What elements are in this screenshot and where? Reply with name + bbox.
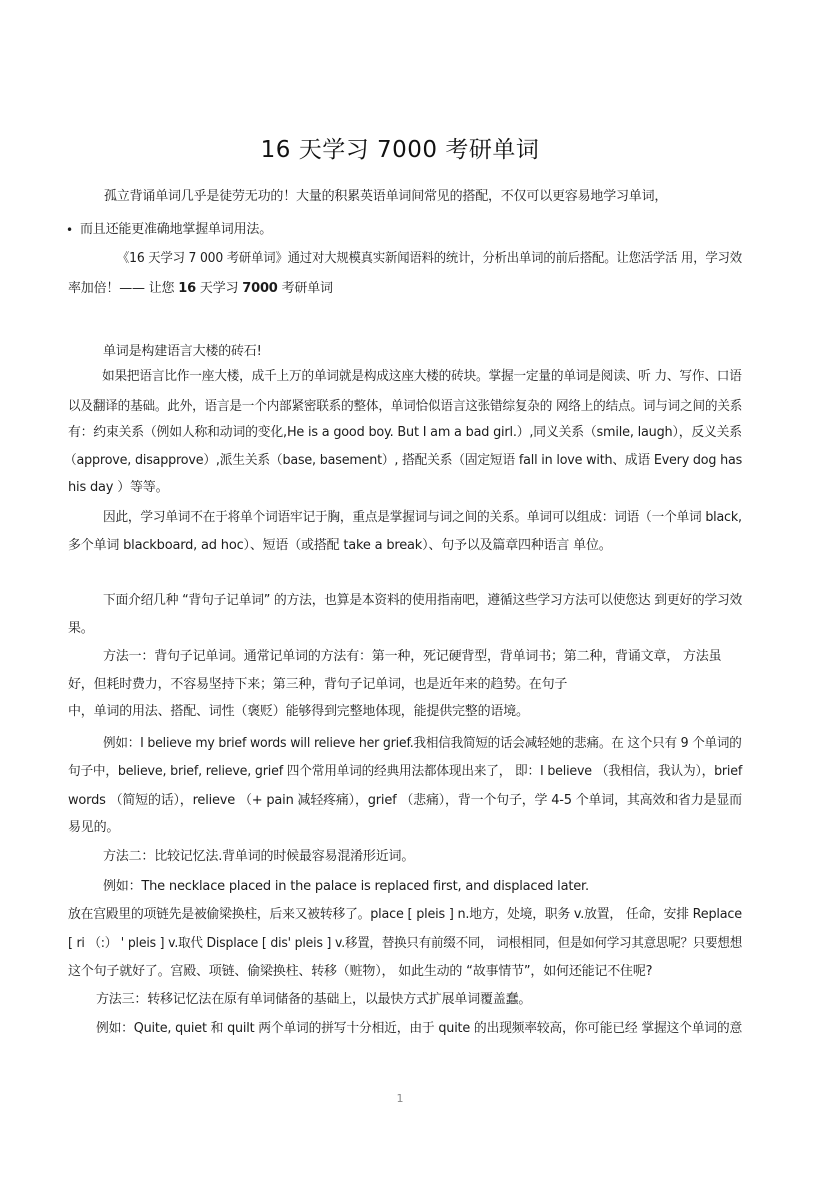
paragraph-line: 而且还能更准确地掌握单词用法。 [80, 222, 273, 237]
paragraph-line: his day ）等等。 [68, 480, 169, 495]
text-run-bold: 7000 [242, 281, 278, 296]
paragraph-line: 这个句子就好了。宫殿、项链、偷梁换柱、转移（赃物）， 如此生动的 “故事情节”，如何还能记不住呢? [68, 964, 653, 979]
section-heading: 单词是构建语言大楼的砖石! [103, 344, 262, 359]
paragraph-line: 下面介绍几种 “背句子记单词” 的方法，也算是本资料的使用指南吧，遵循这些学习方法可以使您达 到更好的学习效 [103, 593, 743, 608]
paragraph-line: words （简短的话），relieve （+ pain 减轻疼痛），grief （悲痛），背一个句子，学 4-5 个单词，其高效和省力是显而 [68, 793, 742, 808]
paragraph-line: 孤立背诵单词几乎是徒劳无功的！大量的积累英语单词间常见的搭配，不仅可以更容易地学习单词， [104, 189, 668, 204]
paragraph-line [68, 280, 333, 298]
paragraph-line: 例如：The necklace placed in the palace is replaced first, and displaced later. [103, 879, 589, 894]
paragraph-line: 方法一：背句子记单词。通常记单词的方法有：第一种，死记硬背型，背单词书；第二种，背诵文章， 方法虽 [103, 649, 722, 664]
paragraph-line: 有：约束关系（例如人称和动词的变化,He is a good boy. But I am a bad girl.）,同义关系（smile, laugh），反义关系 [68, 425, 742, 440]
paragraph-line: 方法二：比较记忆法.背单词的时候最容易混淆形近词。 [103, 849, 415, 864]
paragraph-line: 《16 天学习 7 000 考研单词》通过对大规模真实新闻语料的统计，分析出单词的前后搭配。让您活学活 用，学习效 [117, 251, 742, 266]
paragraph-line: 以及翻译的基础。此外，语言是一个内部紧密联系的整体，单词恰似语言这张错综复杂的 网络上的结点。词与词之间的关系 [68, 399, 743, 414]
page-number: 1 [396, 1092, 404, 1105]
text-run: 考研单词 [281, 281, 333, 296]
paragraph-line: 果。 [68, 621, 94, 636]
paragraph-line: 方法三：转移记忆法在原有单词储备的基础上，以最快方式扩展单词覆盖蠢。 [96, 992, 532, 1007]
paragraph-line: 句子中，believe, brief, relieve, grief 四个常用单词的经典用法都体现出来了， 即：I believe （我相信，我认为），brief [68, 764, 743, 779]
paragraph-line: 易见的。 [68, 820, 120, 835]
bullet-marker: • [66, 223, 74, 237]
page-title: 16 天学习 7000 考研单词 [260, 137, 540, 163]
paragraph-line: 放在宫殿里的项链先是被偷梁换柱，后来又被转移了。place [ pleis ] n.地方，处境，职务 v.放置， 任命，安排 Replace [68, 907, 742, 922]
paragraph-line: 例如：Quite, quiet 和 quilt 两个单词的拼写十分相近，由于 quite 的出现频率较高，你可能已经 掌握这个单词的意 [96, 1021, 743, 1036]
paragraph-line: （approve, disapprove）,派生关系（base, basement）, 搭配关系（固定短语 fall in love with、成语 Every dog has [64, 453, 743, 468]
text-run: 率加倍！—— 让您 [68, 281, 175, 296]
text-run-bold: 16 [178, 281, 196, 296]
paragraph-line: [ ri （:） ' pleis ] v.取代 Displace [ dis' pleis ] v.移置，替换只有前缀不同， 词根相同，但是如何学习其意思呢？只要想想 [68, 936, 743, 951]
paragraph-line: 多个单词 blackboard, ad hoc）、短语（或搭配 take a break）、句予以及篇章四种语言 单位。 [68, 538, 612, 553]
paragraph-line: 中，单词的用法、搭配、词性（褒贬）能够得到完整地体现，能提供完整的语境。 [68, 704, 529, 719]
text-run: 天学习 [199, 281, 239, 296]
paragraph-line: 例如：I believe my brief words will relieve her grief.我相信我简短的话会减轻她的悲痛。在 这个只有 9 个单词的 [103, 736, 742, 751]
paragraph-line: 因此，学习单词不在于将单个词语牢记于胸，重点是掌握词与词之间的关系。单词可以组成：词语（一个单词 black, [103, 510, 742, 525]
paragraph-line: 好，但耗时费力，不容易坚持下来；第三种，背句子记单词，也是近年来的趋势。在句子 [68, 677, 568, 692]
paragraph-line: 如果把语言比作一座大楼，成千上万的单词就是构成这座大楼的砖块。掌握一定量的单词是阅读、听 力、写作、口语 [102, 369, 742, 384]
